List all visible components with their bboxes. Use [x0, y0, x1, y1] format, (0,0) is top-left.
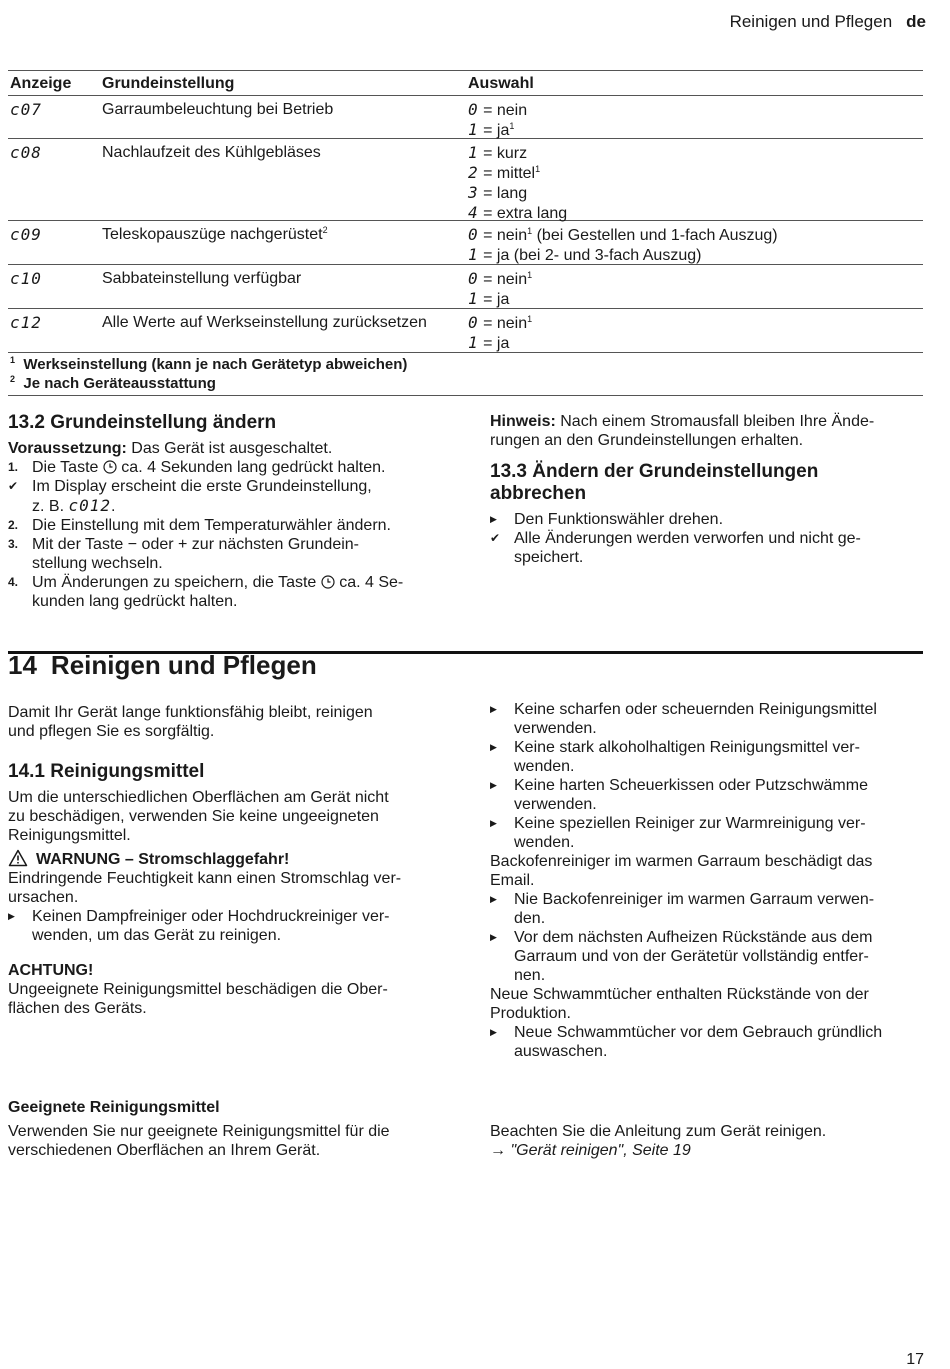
- setting-name: Garraumbeleuchtung bei Betrieb: [102, 101, 334, 118]
- section-13-2: [8, 412, 448, 611]
- option: $1 = ja^1$: [468, 120, 515, 139]
- footnote: $^2$ Je nach Geräteausstattung: [10, 374, 216, 392]
- table-footnotes: [8, 353, 923, 396]
- option: 3 = lang: [468, 183, 528, 202]
- display-code: c07: [10, 100, 42, 119]
- intro-paragraph: Damit Ihr Gerät lange funktionsfähig bleibt, reinigen und pflegen Sie es sorgfältig.: [8, 704, 373, 740]
- cross-reference-link[interactable]: → "Gerät reinigen", Seite 19: [490, 1142, 691, 1159]
- section-paragraph: Um die unterschiedlichen Oberflächen am Gerät nicht zu beschädigen, verwenden Sie keine ungeeigneten Reinigungsmittel.: [8, 789, 389, 844]
- display-code: c12: [10, 313, 42, 332]
- options-cell: [468, 313, 532, 353]
- minus-icon: −: [127, 536, 138, 553]
- option: 1 = kurz: [468, 143, 528, 162]
- warning-triangle-icon: [8, 849, 28, 867]
- section-title: 13.2 Grundeinstellung ändern: [8, 412, 277, 433]
- note: Hinweis: Nach einem Stromausfall bleiben Ihre Ände- rungen an den Grundeinstellungen erhalten.: [490, 413, 875, 449]
- option: 1 = ja: [468, 289, 510, 308]
- bullet-triangle-icon: ▶: [490, 818, 497, 828]
- option: 4 = extra lang: [468, 203, 568, 222]
- options-cell: [468, 269, 532, 309]
- option: 0 = nein$^1$: [468, 313, 533, 332]
- paragraph: Verwenden Sie nur geeignete Reinigungsmittel für die verschiedenen Oberflächen an Ihrem Gerät.: [8, 1123, 390, 1159]
- option: 1 = ja: [468, 333, 510, 352]
- setting-name: Nachlaufzeit des Kühlgebläses: [102, 144, 321, 161]
- table-row: [8, 96, 923, 139]
- suitable-cleaners-block: [8, 1098, 448, 1160]
- column-header-anzeige: Anzeige: [10, 75, 72, 92]
- option: 0 = nein: [468, 100, 528, 119]
- warning-title: WARNUNG – Stromschlaggefahr!: [8, 849, 448, 869]
- step-4: 4. Um Änderungen zu speichern, die Taste ca. 4 Se- kunden lang gedrückt halten.: [8, 574, 404, 610]
- options-cell: [468, 100, 527, 140]
- checkmark-icon: ✔: [8, 479, 19, 493]
- caution-text: Ungeeignete Reinigungsmittel beschädigen die Ober- flächen des Geräts.: [8, 981, 388, 1017]
- display-code: c08: [10, 143, 42, 162]
- setting-name: Alle Werte auf Werkseinstellung zurücksetzen: [102, 314, 427, 331]
- clock-icon: [321, 575, 335, 589]
- list-item: ▶ Neue Schwammtücher vor dem Gebrauch gründlich auswaschen.: [490, 1024, 883, 1060]
- cross-reference-block: [490, 1122, 920, 1160]
- paragraph: Backofenreiniger im warmen Garraum beschädigt das Email.: [490, 853, 873, 889]
- subheading: Geeignete Reinigungsmittel: [8, 1099, 220, 1116]
- result-1: ✔ Im Display erscheint die erste Grundeinstellung, z. B. c012.: [8, 478, 372, 515]
- list-item: ▶ Keine scharfen oder scheuernden Reinigungsmittel verwenden.: [490, 701, 877, 737]
- step-2: 2. Die Einstellung mit dem Temperaturwähler ändern.: [8, 517, 391, 534]
- list-item: ▶ Keine speziellen Reiniger zur Warmreinigung ver- wenden.: [490, 815, 866, 851]
- bullet-triangle-icon: ▶: [490, 1027, 497, 1037]
- step-3: 3. Mit der Taste − oder + zur nächsten Grundein- stellung wechseln.: [8, 536, 360, 572]
- display-code: c09: [10, 225, 42, 244]
- warning-item: ▶ Keinen Dampfreiniger oder Hochdruckreiniger ver- wenden, um das Gerät zu reinigen.: [8, 908, 390, 944]
- option: 0 = nein$^1$: [468, 269, 533, 288]
- bullet-triangle-icon: ▶: [490, 742, 497, 752]
- setting-name: Teleskopauszüge nachgerüstet$^2$: [102, 225, 328, 243]
- step-1: 1. Die Taste ca. 4 Sekunden lang gedrückt halten.: [8, 459, 386, 476]
- bullet-triangle-icon: ▶: [490, 932, 497, 942]
- list-item: ▶ Vor dem nächsten Aufheizen Rückstände aus dem Garraum und von der Gerätetür vollständig entfer- nen.: [490, 929, 873, 984]
- option: 0 = nein$^1$ (bei Gestellen und 1-fach Auszug): [468, 225, 778, 244]
- table-row: [8, 221, 923, 265]
- checkmark-icon: ✔: [490, 531, 501, 545]
- column-header-auswahl: Auswahl: [468, 75, 534, 92]
- action-item: ▶ Den Funktionswähler drehen.: [490, 511, 724, 528]
- option: 2 = mittel$^1$: [468, 163, 541, 182]
- options-cell: [468, 143, 567, 223]
- table-row: [8, 265, 923, 309]
- running-header-section: Reinigen und Pflegen: [729, 12, 893, 31]
- table-row: [8, 139, 923, 221]
- bullet-triangle-icon: ▶: [8, 911, 15, 921]
- footnote: $^1$ Werkseinstellung (kann je nach Gerätetyp abweichen): [10, 355, 408, 373]
- bullet-triangle-icon: ▶: [490, 514, 497, 524]
- table-row: [8, 309, 923, 353]
- display-code: c10: [10, 269, 42, 288]
- bullet-triangle-icon: ▶: [490, 894, 497, 904]
- section-13-3-column: [490, 412, 920, 567]
- plus-icon: +: [178, 536, 188, 553]
- option: 1 = ja (bei 2- und 3-fach Auszug): [468, 245, 702, 264]
- result-item: ✔ Alle Änderungen werden verworfen und nicht ge- speichert.: [490, 530, 861, 566]
- caution-title: ACHTUNG!: [8, 962, 94, 979]
- page-number: 17: [906, 1351, 924, 1368]
- chapter-14-left-column: [8, 703, 448, 1018]
- options-cell: [468, 225, 778, 265]
- list-item: ▶ Keine stark alkoholhaltigen Reinigungsmittel ver- wenden.: [490, 739, 860, 775]
- section-title: 13.3 Ändern der Grundeinstellungen abbrechen: [490, 461, 819, 504]
- arrow-right-icon: →: [490, 1142, 506, 1159]
- section-title: 14.1 Reinigungsmittel: [8, 761, 205, 782]
- running-header-lang: de: [906, 12, 926, 31]
- chapter-title: 14 Reinigen und Pflegen: [8, 650, 317, 680]
- list-item: ▶ Keine harten Scheuerkissen oder Putzschwämme verwenden.: [490, 777, 868, 813]
- paragraph: Neue Schwammtücher enthalten Rückstände von der Produktion.: [490, 986, 869, 1022]
- table-header-row: [8, 70, 923, 96]
- paragraph: Beachten Sie die Anleitung zum Gerät reinigen.: [490, 1123, 827, 1140]
- column-header-grundeinstellung: Grundeinstellung: [102, 75, 235, 92]
- bullet-triangle-icon: ▶: [490, 704, 497, 714]
- prerequisite: Voraussetzung: Das Gerät ist ausgeschaltet.: [8, 440, 333, 457]
- running-header: [730, 12, 926, 31]
- clock-icon: [103, 460, 117, 474]
- chapter-14-right-column: [490, 700, 922, 1061]
- setting-name: Sabbateinstellung verfügbar: [102, 270, 302, 287]
- settings-table: [8, 70, 923, 396]
- list-item: ▶ Nie Backofenreiniger im warmen Garraum verwen- den.: [490, 891, 875, 927]
- bullet-triangle-icon: ▶: [490, 780, 497, 790]
- warning-text: Eindringende Feuchtigkeit kann einen Stromschlag ver- ursachen.: [8, 870, 402, 906]
